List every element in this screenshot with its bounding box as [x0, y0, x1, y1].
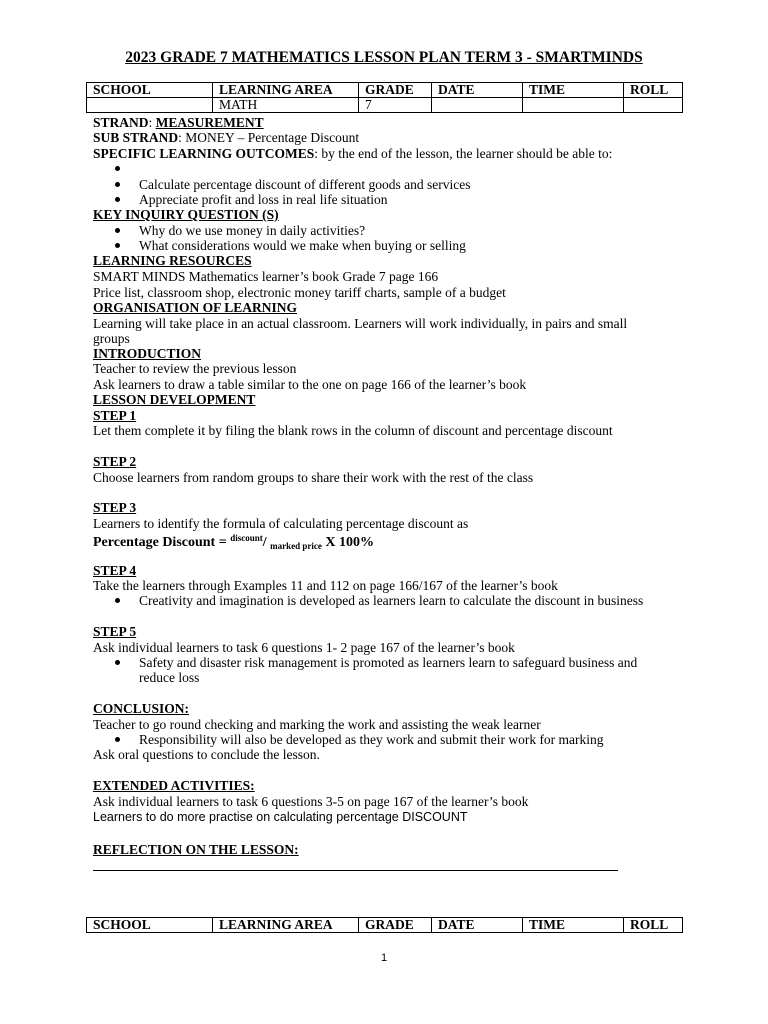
- reflection-line: [93, 870, 618, 871]
- step1-text: Let them complete it by filing the blank rows in the column of discount and percentage discount: [93, 423, 613, 438]
- step1-heading: STEP 1: [93, 408, 137, 423]
- formula-slash: /: [262, 535, 271, 550]
- page-number: 1: [380, 952, 388, 964]
- formula-tail: X 100%: [321, 535, 374, 550]
- cell-school: [87, 98, 213, 113]
- bullet-icon: [115, 182, 120, 187]
- conclusion-text2: Ask oral questions to conclude the lesson.: [93, 747, 320, 762]
- header-learning-area: LEARNING AREA: [213, 918, 359, 933]
- header-roll: ROLL: [624, 83, 683, 98]
- substrand-label: SUB STRAND: [93, 130, 179, 145]
- organisation-line: Learning will take place in an actual classroom. Learners will work individually, in pairs and small: [93, 316, 628, 331]
- step2-text: Choose learners from random groups to share their work with the rest of the class: [93, 470, 534, 485]
- strand-line: [93, 115, 264, 130]
- substrand-line: [93, 130, 359, 145]
- lesson-info-table: [86, 82, 683, 113]
- bullet-icon: [115, 737, 120, 742]
- bullet-icon: [115, 166, 120, 171]
- lesson-info-table-2: [86, 917, 683, 933]
- strand-value: MEASUREMENT: [155, 115, 264, 130]
- bullet-icon: [115, 243, 120, 248]
- header-grade: GRADE: [359, 918, 432, 933]
- header-time: TIME: [523, 918, 624, 933]
- extended-text: Ask individual learners to task 6 questions 3-5 on page 167 of the learner’s book: [93, 794, 529, 809]
- outcome-item: Calculate percentage discount of different goods and services: [139, 177, 471, 192]
- step4-heading: STEP 4: [93, 563, 137, 578]
- bullet-icon: [115, 197, 120, 202]
- inquiry-item: Why do we use money in daily activities?: [139, 223, 366, 238]
- header-school: SCHOOL: [87, 83, 213, 98]
- introduction-heading: INTRODUCTION: [93, 346, 202, 361]
- strand-sep: :: [148, 115, 156, 130]
- percentage-discount-formula: [93, 531, 374, 554]
- conclusion-text: Teacher to go round checking and marking the work and assisting the weak learner: [93, 717, 541, 732]
- resources-line: SMART MINDS Mathematics learner’s book Grade 7 page 166: [93, 269, 439, 284]
- header-date: DATE: [432, 918, 523, 933]
- step2-heading: STEP 2: [93, 454, 137, 469]
- resources-heading: LEARNING RESOURCES: [93, 253, 252, 268]
- bullet-icon: [115, 598, 120, 603]
- conclusion-bullet: Responsibility will also be developed as they work and submit their work for marking: [139, 732, 604, 747]
- header-time: TIME: [523, 83, 624, 98]
- table-header-row: [87, 83, 683, 98]
- cell-time: [523, 98, 624, 113]
- extended-heading: EXTENDED ACTIVITIES:: [93, 778, 255, 793]
- header-roll: ROLL: [624, 918, 683, 933]
- cell-learning-area: MATH: [213, 98, 359, 113]
- step5-bullet: Safety and disaster risk management is promoted as learners learn to safeguard business and: [139, 655, 638, 670]
- extended-text2: Learners to do more practise on calculating percentage DISCOUNT: [93, 810, 468, 824]
- table-header-row: [87, 918, 683, 933]
- step3-text: Learners to identify the formula of calculating percentage discount as: [93, 516, 469, 531]
- bullet-icon: [115, 660, 120, 665]
- cell-roll: [624, 98, 683, 113]
- introduction-line: Teacher to review the previous lesson: [93, 361, 297, 376]
- header-school: SCHOOL: [87, 918, 213, 933]
- organisation-heading: ORGANISATION OF LEARNING: [93, 300, 298, 315]
- strand-label: STRAND: [93, 115, 149, 130]
- step5-bullet-cont: reduce loss: [139, 670, 200, 685]
- substrand-value: : MONEY – Percentage Discount: [178, 130, 360, 145]
- header-learning-area: LEARNING AREA: [213, 83, 359, 98]
- outcomes-text: : by the end of the lesson, the learner should be able to:: [314, 146, 613, 161]
- inquiry-heading: KEY INQUIRY QUESTION (S): [93, 207, 279, 222]
- formula-denominator: marked price: [270, 541, 322, 551]
- outcome-item: Appreciate profit and loss in real life situation: [139, 192, 388, 207]
- step5-heading: STEP 5: [93, 624, 137, 639]
- development-heading: LESSON DEVELOPMENT: [93, 392, 256, 407]
- organisation-line: groups: [93, 331, 130, 346]
- formula-numerator: discount: [230, 533, 263, 543]
- reflection-heading: REFLECTION ON THE LESSON:: [93, 842, 299, 857]
- page-title: 2023 GRADE 7 MATHEMATICS LESSON PLAN TERM 3 - SMARTMINDS: [125, 49, 643, 66]
- header-date: DATE: [432, 83, 523, 98]
- cell-date: [432, 98, 523, 113]
- cell-grade: 7: [359, 98, 432, 113]
- formula-label: Percentage Discount =: [93, 535, 231, 550]
- conclusion-heading: CONCLUSION:: [93, 701, 190, 716]
- header-grade: GRADE: [359, 83, 432, 98]
- step5-text: Ask individual learners to task 6 questions 1- 2 page 167 of the learner’s book: [93, 640, 515, 655]
- bullet-icon: [115, 228, 120, 233]
- resources-line: Price list, classroom shop, electronic money tariff charts, sample of a budget: [93, 285, 506, 300]
- table-row: [87, 98, 683, 113]
- introduction-line: Ask learners to draw a table similar to the one on page 166 of the learner’s book: [93, 377, 527, 392]
- step4-bullet: Creativity and imagination is developed as learners learn to calculate the discount in business: [139, 593, 644, 608]
- outcomes-line: [93, 146, 612, 161]
- step4-text: Take the learners through Examples 11 and 112 on page 166/167 of the learner’s book: [93, 578, 558, 593]
- outcomes-label: SPECIFIC LEARNING OUTCOMES: [93, 146, 315, 161]
- step3-heading: STEP 3: [93, 500, 137, 515]
- inquiry-item: What considerations would we make when buying or selling: [139, 238, 466, 253]
